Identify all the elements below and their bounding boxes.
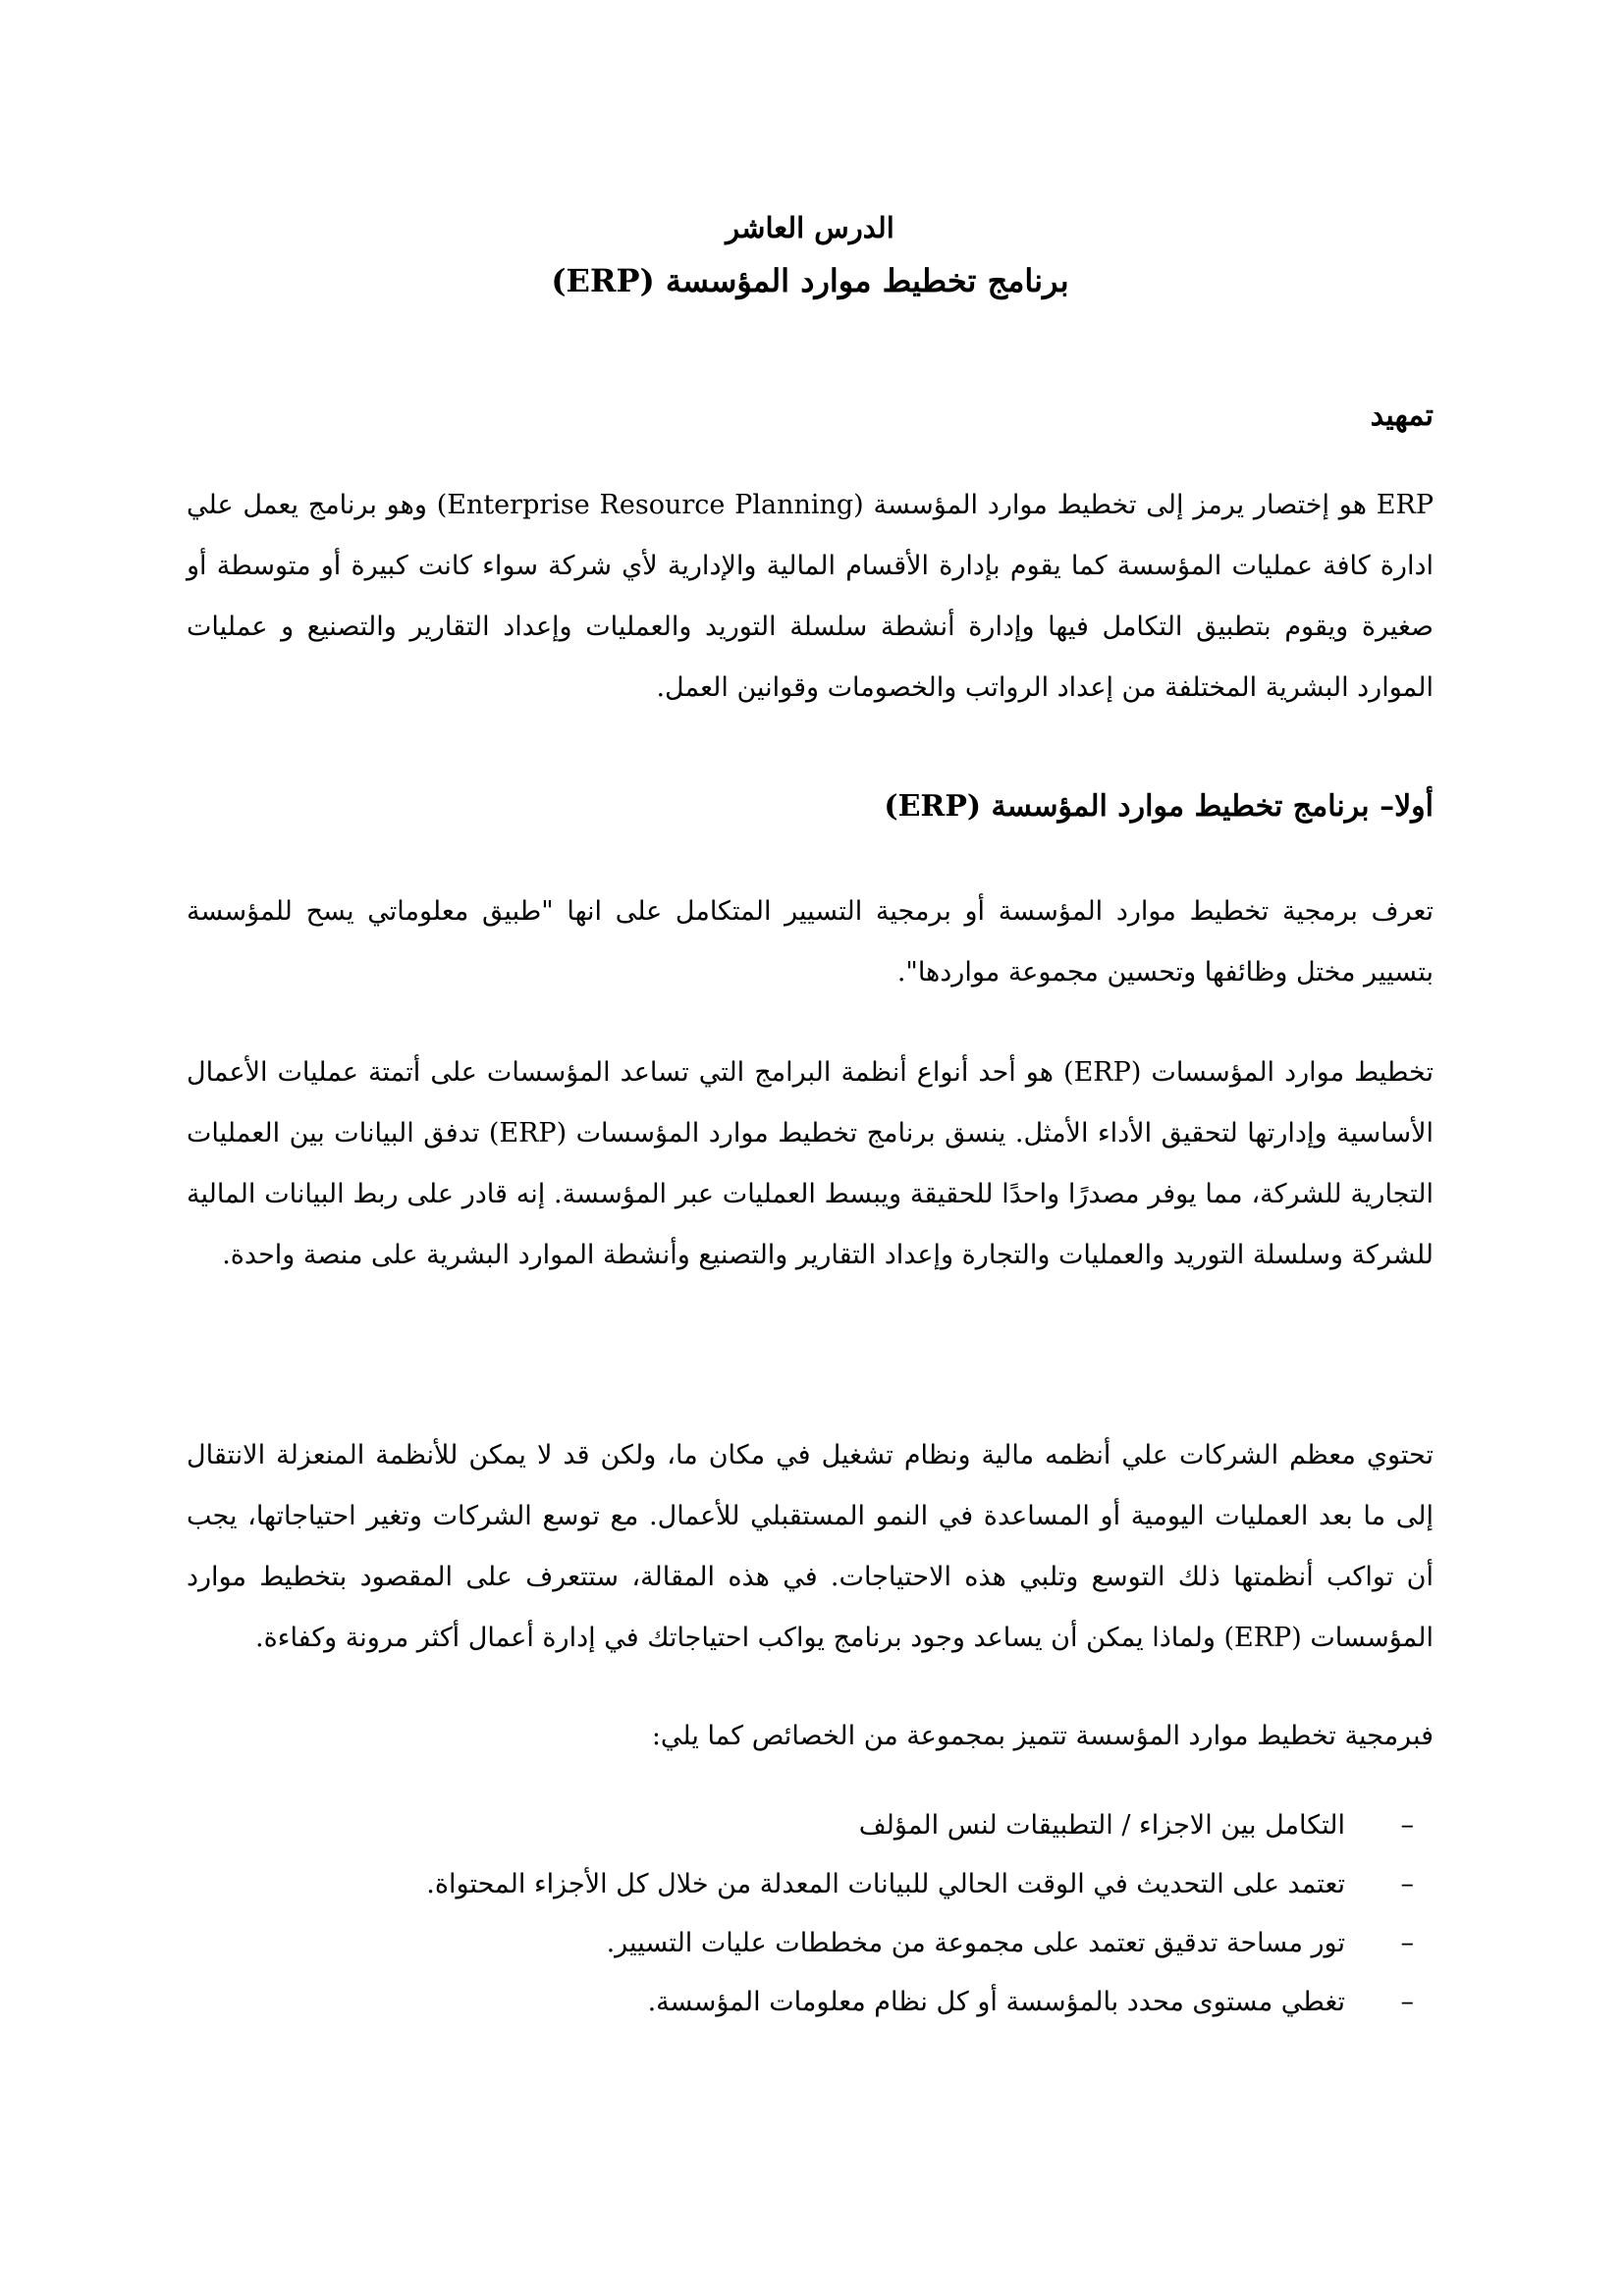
list-item-text: تور مساحة تدقيق تعتمد على مجموعة من مخططات عليات التسيير. — [606, 1928, 1345, 1958]
lesson-title: الدرس العاشر — [726, 211, 894, 244]
bullet-dash: – — [1400, 1987, 1414, 2017]
intro-paragraph: ERP هو إختصار يرمز إلى تخطيط موارد المؤسسة (Enterprise Resource Planning) وهو برنامج يعمل علي ادارة كافة عمليات المؤسسة كما يقوم بإدارة الأقسام المالية والإدارية لأي شركة سواء كانت كبيرة أو متوسطة أو صغيرة ويقوم بتطبيق التكامل فيها وإدارة أنشطة سلسلة التوريد والعمليات وإعداد التقارير والتصنيع و عمليات الموارد البشرية المختلفة من إعداد الرواتب والخصومات وقوانين العمل. — [187, 490, 1434, 703]
list-item — [187, 1855, 1434, 1914]
section1-paragraph-4-block — [187, 1706, 1434, 1767]
intro-paragraph-block — [187, 475, 1434, 719]
list-item-text: التكامل بين الاجزاء / التطبيقات لنس المؤلف — [858, 1810, 1345, 1841]
features-list — [187, 1796, 1434, 2032]
intro-heading-block — [187, 395, 1434, 438]
intro-heading: تمهيد — [1370, 399, 1434, 433]
list-item — [187, 1973, 1434, 2032]
section1-paragraph-company-systems: تحتوي معظم الشركات علي أنظمه مالية ونظام تشغيل في مكان ما، ولكن قد لا يمكن للأنظمة المنعزلة الانتقال إلى ما بعد العمليات اليومية أو المساعدة في النمو المستقبلي للأعمال. مع توسع الشركات وتغير احتياجاتها، يجب أن تواكب أنظمتها ذلك التوسع وتلبي هذه الاحتياجات. في هذه المقالة، ستتعرف على المقصود بتخطيط موارد المؤسسات (ERP) ولماذا يمكن أن يساعد وجود برنامج يواكب احتياجاتك في إدارة أعمال أكثر مرونة وكفاءة. — [187, 1440, 1434, 1653]
bullet-dash: – — [1400, 1869, 1414, 1899]
list-item-text: تغطي مستوى محدد بالمؤسسة أو كل نظام معلومات المؤسسة. — [647, 1987, 1345, 2017]
list-item — [187, 1796, 1434, 1855]
section1-paragraph-2-block — [187, 1042, 1434, 1286]
section1-paragraph-3-block — [187, 1425, 1434, 1669]
section1-paragraph-definition: تعرف برمجية تخطيط موارد المؤسسة أو برمجية التسيير المتكامل على انها "طبيق معلوماتي يسح للمؤسسة بتسيير مختل وظائفها وتحسين مجموعة مواردها". — [187, 896, 1434, 988]
section1-heading: أولا– برنامج تخطيط موارد المؤسسة (ERP) — [884, 789, 1434, 824]
document-page — [187, 0, 1434, 2296]
section1-paragraph-1-block — [187, 881, 1434, 1003]
section1-paragraph-erp-overview: تخطيط موارد المؤسسات (ERP) هو أحد أنواع أنظمة البرامج التي تساعد المؤسسات على أتمتة عمليات الأعمال الأساسية وإدارتها لتحقيق الأداء الأمثل. ينسق برنامج تخطيط موارد المؤسسات (ERP) تدفق البيانات بين العمليات التجارية للشركة، مما يوفر مصدرًا واحدًا للحقيقة ويبسط العمليات عبر المؤسسة. إنه قادر على ربط البيانات المالية للشركة وسلسلة التوريد والعمليات والتجارة وإعداد التقارير والتصنيع وأنشطة الموارد البشرية على منصة واحدة. — [187, 1057, 1434, 1270]
section1-paragraph-features-intro: فبرمجية تخطيط موارد المؤسسة تتميز بمجموعة من الخصائص كما يلي: — [651, 1721, 1434, 1751]
section1-heading-block — [187, 785, 1434, 828]
list-item — [187, 1914, 1434, 1973]
document-title: برنامج تخطيط موارد المؤسسة (ERP) — [551, 262, 1069, 299]
bullet-dash: – — [1400, 1928, 1414, 1958]
bullet-dash: – — [1400, 1810, 1414, 1841]
list-item-text: تعتمد على التحديث في الوقت الحالي للبيانات المعدلة من خلال كل الأجزاء المحتواة. — [426, 1869, 1345, 1899]
